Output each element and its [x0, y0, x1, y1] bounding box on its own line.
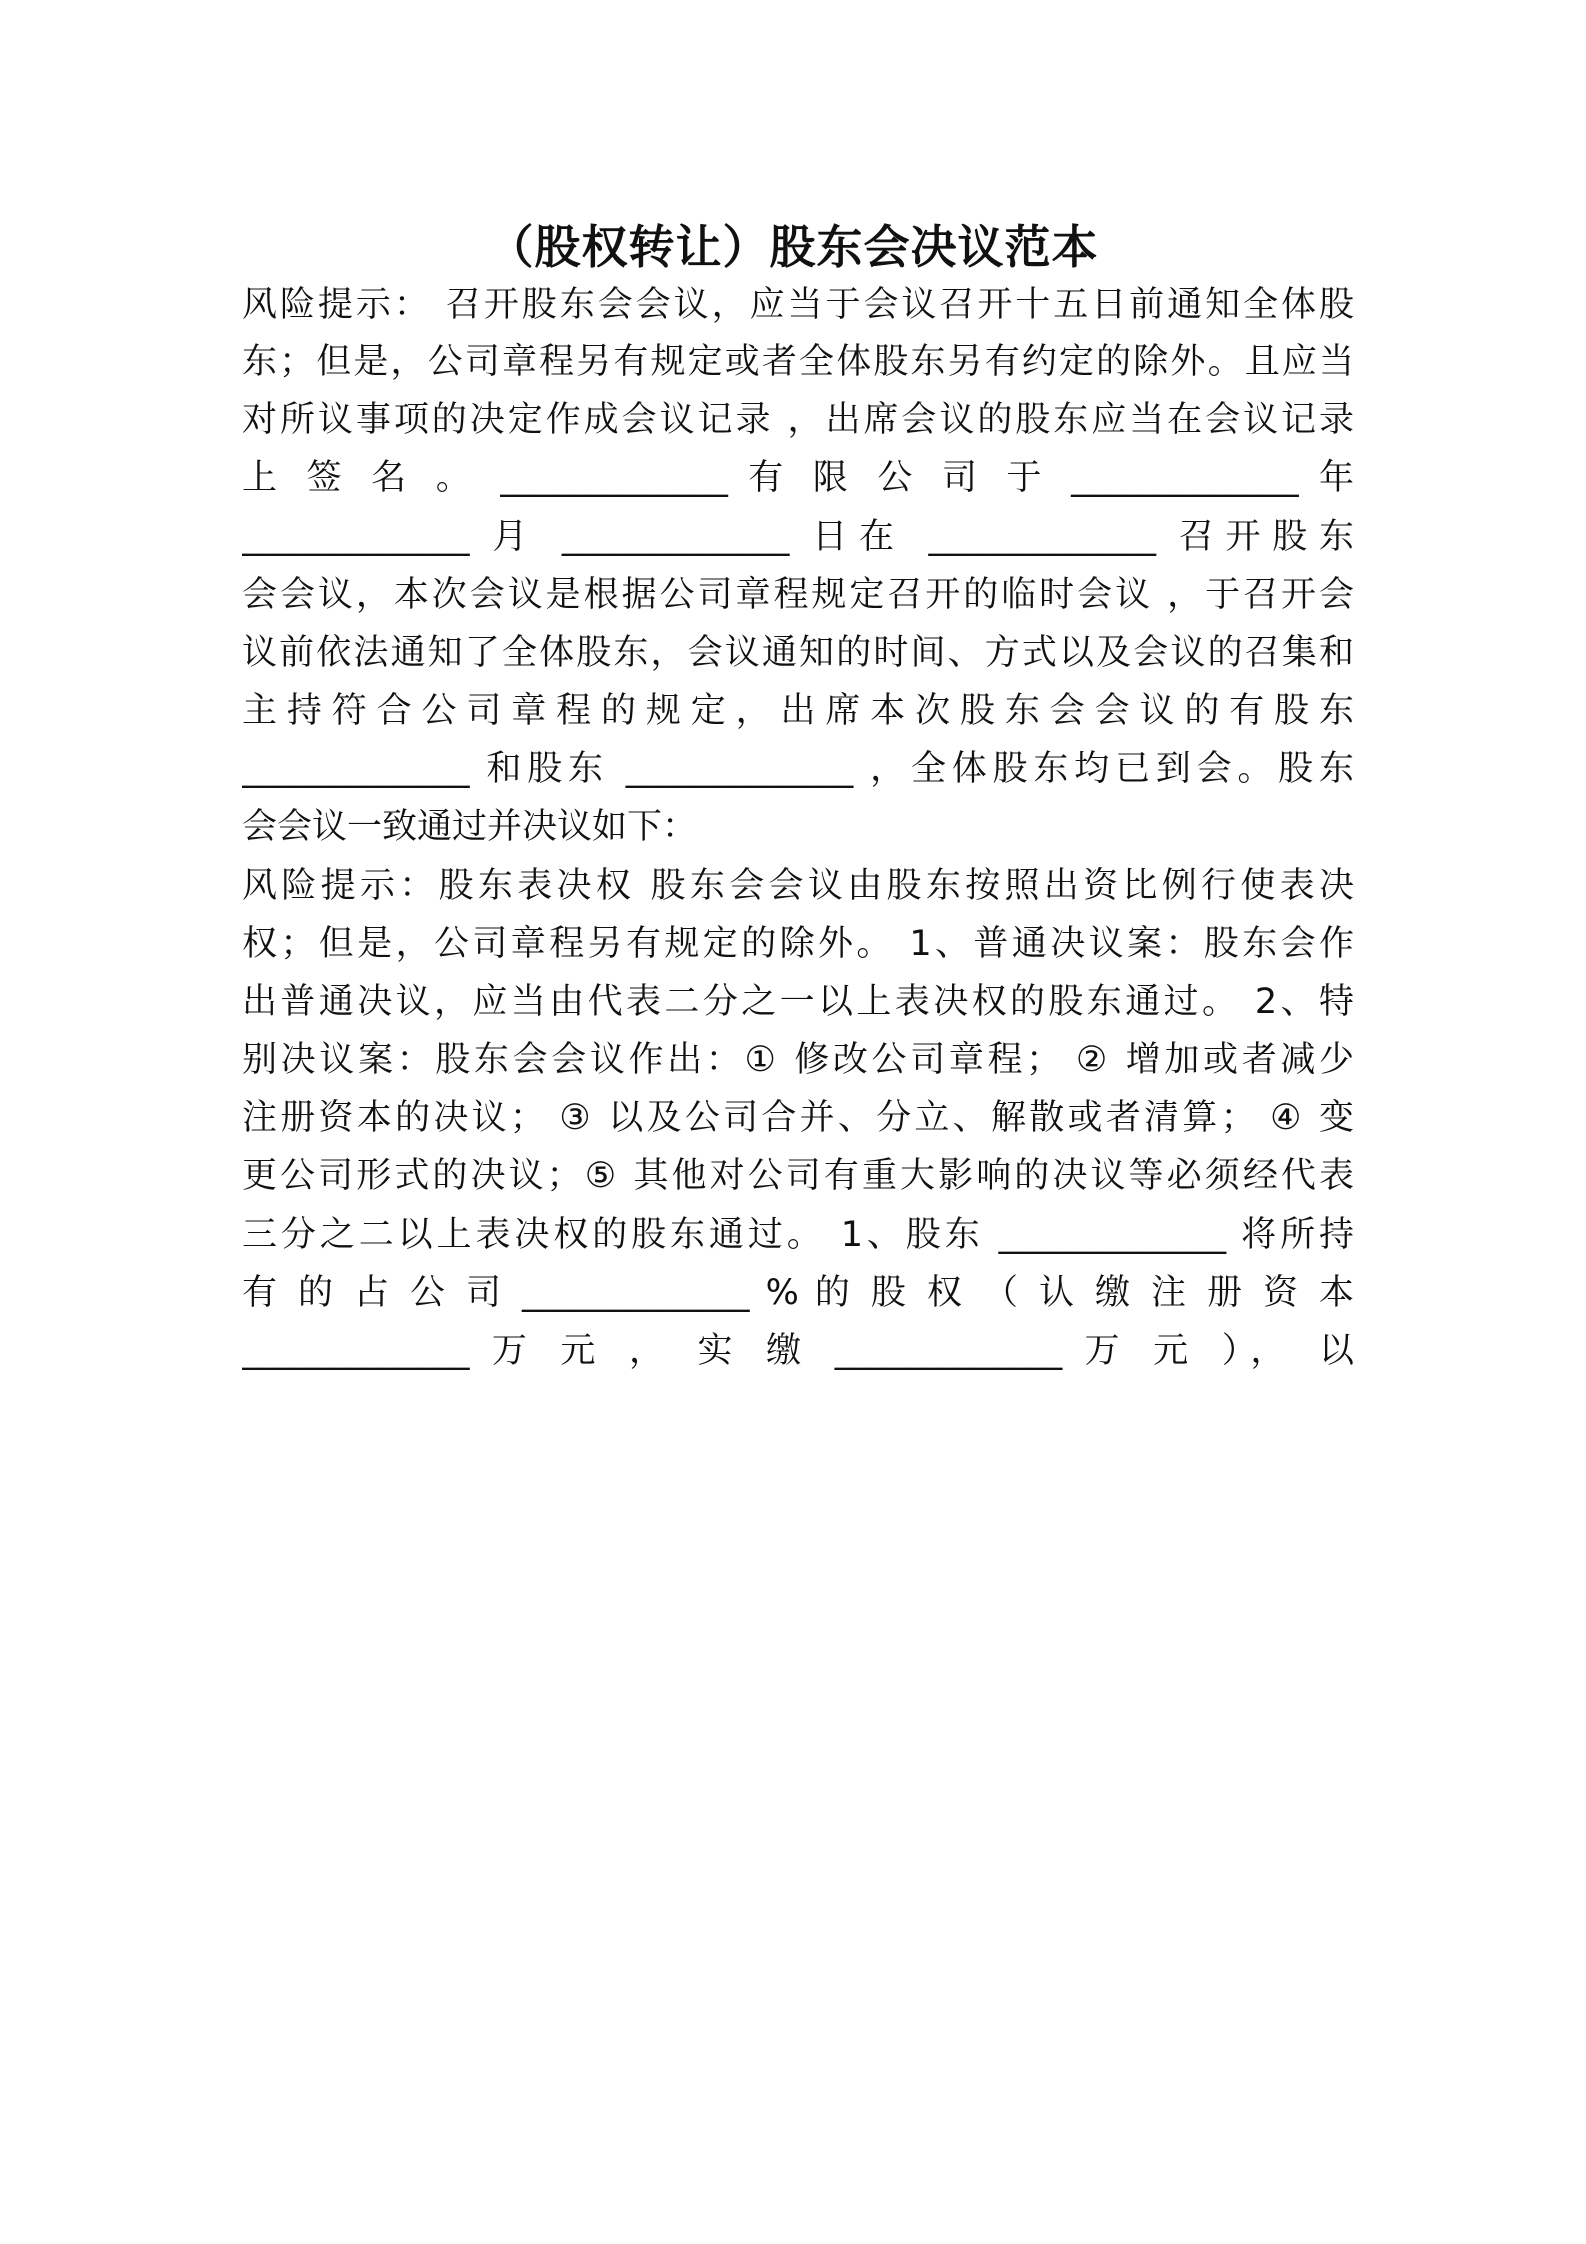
- body-line: 出普通决议，应当由代表二分之一以上表决权的股东通过。 2、特: [242, 982, 1354, 1022]
- body-line: 更公司形式的决议；⑤ 其他对公司有重大影响的决议等必须经代表: [242, 1156, 1354, 1196]
- body-line: 有 的 占 公 司 _____________ % 的 股 权 （ 认 缴 注 册 资 本: [242, 1273, 1354, 1313]
- body-line: 主持符合公司章程的规定，出席本次股东会会议的有股东: [242, 691, 1354, 731]
- body-line: _____________ 月 _____________ 日在 _____________ 召开股东: [242, 517, 1354, 557]
- body-line: 三分之二以上表决权的股东通过。 1、股东 _____________ 将所持: [242, 1215, 1354, 1255]
- body-line: 权；但是，公司章程另有规定的除外。 1、普通决议案：股东会作: [242, 924, 1354, 964]
- body-line: _____________ 万 元 ， 实 缴 _____________ 万 元 ）， 以: [242, 1331, 1354, 1371]
- body-line: 上 签 名 。 _____________ 有 限 公 司 于 _____________ 年: [242, 458, 1354, 498]
- body-line: 别决议案：股东会会议作出：① 修改公司章程； ② 增加或者减少: [242, 1040, 1354, 1080]
- body-line: 风险提示：股东表决权 股东会会议由股东按照出资比例行使表决: [242, 866, 1354, 906]
- body-line: 注册资本的决议； ③ 以及公司合并、分立、解散或者清算； ④ 变: [242, 1098, 1354, 1138]
- body-line: _____________ 和股东 _____________ ，全体股东均已到会。股东: [242, 749, 1354, 789]
- body-line: 东；但是，公司章程另有规定或者全体股东另有约定的除外。且应当: [242, 342, 1354, 382]
- body-line: 会会议，本次会议是根据公司章程规定召开的临时会议 ，于召开会: [242, 575, 1354, 615]
- body-line: 风险提示： 召开股东会会议，应当于会议召开十五日前通知全体股: [242, 285, 1354, 325]
- body-line: 对所议事项的决定作成会议记录 ，出席会议的股东应当在会议记录: [242, 400, 1354, 440]
- document-title: （股权转让）股东会决议范本: [487, 220, 1099, 274]
- body-line: 会会议一致通过并决议如下：: [242, 807, 698, 847]
- body-line: 议前依法通知了全体股东，会议通知的时间、方式以及会议的召集和: [242, 633, 1354, 673]
